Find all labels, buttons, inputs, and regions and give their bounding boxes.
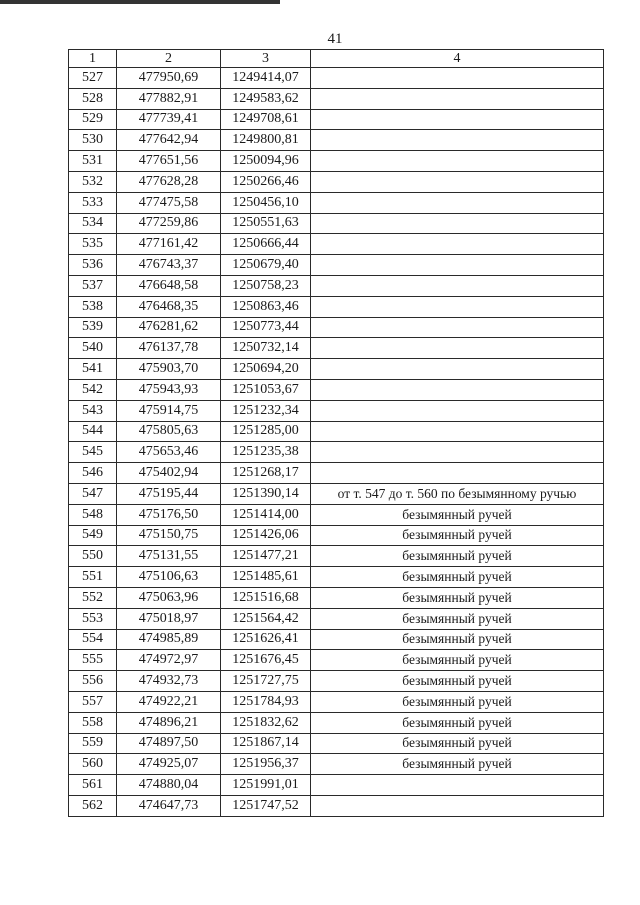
description-cell [311, 213, 604, 234]
table-row [69, 109, 604, 130]
table-row [69, 650, 604, 671]
x-coordinate-cell: 475176,50 [117, 504, 221, 525]
table-header-row [69, 50, 604, 68]
y-coordinate-cell: 1251390,14 [221, 483, 311, 504]
point-number-cell: 558 [69, 712, 117, 733]
table-row [69, 712, 604, 733]
point-number-cell: 547 [69, 483, 117, 504]
x-coordinate-cell: 475018,97 [117, 608, 221, 629]
table-row [69, 629, 604, 650]
x-coordinate-cell: 475914,75 [117, 400, 221, 421]
y-coordinate-cell: 1251727,75 [221, 671, 311, 692]
y-coordinate-cell: 1251832,62 [221, 712, 311, 733]
description-cell: безымянный ручей [311, 587, 604, 608]
x-coordinate-cell: 476743,37 [117, 255, 221, 276]
description-cell: безымянный ручей [311, 608, 604, 629]
table-row [69, 275, 604, 296]
x-coordinate-cell: 474896,21 [117, 712, 221, 733]
y-coordinate-cell: 1251676,45 [221, 650, 311, 671]
x-coordinate-cell: 474897,50 [117, 733, 221, 754]
point-number-cell: 539 [69, 317, 117, 338]
table-row [69, 733, 604, 754]
table-row [69, 130, 604, 151]
table-row [69, 234, 604, 255]
y-coordinate-cell: 1249414,07 [221, 68, 311, 89]
y-coordinate-cell: 1249800,81 [221, 130, 311, 151]
point-number-cell: 557 [69, 691, 117, 712]
x-coordinate-cell: 475150,75 [117, 525, 221, 546]
table-row [69, 567, 604, 588]
table-row [69, 359, 604, 380]
x-coordinate-cell: 477882,91 [117, 88, 221, 109]
point-number-cell: 551 [69, 567, 117, 588]
description-cell: безымянный ручей [311, 525, 604, 546]
point-number-cell: 530 [69, 130, 117, 151]
table-row [69, 296, 604, 317]
x-coordinate-cell: 476281,62 [117, 317, 221, 338]
description-cell: безымянный ручей [311, 733, 604, 754]
x-coordinate-cell: 475106,63 [117, 567, 221, 588]
x-coordinate-cell: 475063,96 [117, 587, 221, 608]
y-coordinate-cell: 1250694,20 [221, 359, 311, 380]
point-number-cell: 559 [69, 733, 117, 754]
point-number-cell: 537 [69, 275, 117, 296]
point-number-cell: 543 [69, 400, 117, 421]
x-coordinate-cell: 474922,21 [117, 691, 221, 712]
y-coordinate-cell: 1251053,67 [221, 379, 311, 400]
x-coordinate-cell: 477628,28 [117, 171, 221, 192]
description-cell [311, 359, 604, 380]
description-cell [311, 275, 604, 296]
y-coordinate-cell: 1250732,14 [221, 338, 311, 359]
point-number-cell: 545 [69, 442, 117, 463]
description-cell: безымянный ручей [311, 546, 604, 567]
table-row [69, 587, 604, 608]
point-number-cell: 541 [69, 359, 117, 380]
y-coordinate-cell: 1251564,42 [221, 608, 311, 629]
description-cell [311, 400, 604, 421]
table-row [69, 68, 604, 89]
table-row [69, 795, 604, 816]
x-coordinate-cell: 476648,58 [117, 275, 221, 296]
point-number-cell: 536 [69, 255, 117, 276]
table-row [69, 546, 604, 567]
x-coordinate-cell: 476468,35 [117, 296, 221, 317]
header-col-2: 2 [117, 50, 221, 68]
x-coordinate-cell: 475943,93 [117, 379, 221, 400]
y-coordinate-cell: 1251991,01 [221, 775, 311, 796]
x-coordinate-cell: 475195,44 [117, 483, 221, 504]
point-number-cell: 540 [69, 338, 117, 359]
point-number-cell: 553 [69, 608, 117, 629]
y-coordinate-cell: 1251268,17 [221, 463, 311, 484]
point-number-cell: 532 [69, 171, 117, 192]
top-rule [0, 0, 280, 4]
x-coordinate-cell: 477642,94 [117, 130, 221, 151]
y-coordinate-cell: 1251516,68 [221, 587, 311, 608]
table-row [69, 317, 604, 338]
y-coordinate-cell: 1251477,21 [221, 546, 311, 567]
point-number-cell: 554 [69, 629, 117, 650]
header-col-1: 1 [69, 50, 117, 68]
point-number-cell: 527 [69, 68, 117, 89]
y-coordinate-cell: 1250094,96 [221, 151, 311, 172]
table-row [69, 691, 604, 712]
description-cell: безымянный ручей [311, 671, 604, 692]
description-cell [311, 130, 604, 151]
description-cell [311, 192, 604, 213]
table-body [69, 68, 604, 817]
point-number-cell: 562 [69, 795, 117, 816]
y-coordinate-cell: 1251235,38 [221, 442, 311, 463]
x-coordinate-cell: 474985,89 [117, 629, 221, 650]
x-coordinate-cell: 477651,56 [117, 151, 221, 172]
y-coordinate-cell: 1250551,63 [221, 213, 311, 234]
table-row [69, 483, 604, 504]
description-cell [311, 795, 604, 816]
x-coordinate-cell: 477739,41 [117, 109, 221, 130]
y-coordinate-cell: 1249708,61 [221, 109, 311, 130]
description-cell [311, 317, 604, 338]
point-number-cell: 544 [69, 421, 117, 442]
x-coordinate-cell: 475805,63 [117, 421, 221, 442]
y-coordinate-cell: 1250666,44 [221, 234, 311, 255]
table-row [69, 255, 604, 276]
y-coordinate-cell: 1251626,41 [221, 629, 311, 650]
x-coordinate-cell: 475903,70 [117, 359, 221, 380]
description-cell [311, 151, 604, 172]
x-coordinate-cell: 477259,86 [117, 213, 221, 234]
table-row [69, 421, 604, 442]
point-number-cell: 529 [69, 109, 117, 130]
y-coordinate-cell: 1251747,52 [221, 795, 311, 816]
x-coordinate-cell: 474925,07 [117, 754, 221, 775]
point-number-cell: 546 [69, 463, 117, 484]
table-row [69, 608, 604, 629]
y-coordinate-cell: 1250679,40 [221, 255, 311, 276]
table-row [69, 671, 604, 692]
y-coordinate-cell: 1250456,10 [221, 192, 311, 213]
y-coordinate-cell: 1251784,93 [221, 691, 311, 712]
table-row [69, 400, 604, 421]
description-cell [311, 109, 604, 130]
y-coordinate-cell: 1250266,46 [221, 171, 311, 192]
point-number-cell: 528 [69, 88, 117, 109]
x-coordinate-cell: 474880,04 [117, 775, 221, 796]
header-col-4: 4 [311, 50, 604, 68]
description-cell [311, 296, 604, 317]
point-number-cell: 550 [69, 546, 117, 567]
description-cell [311, 421, 604, 442]
x-coordinate-cell: 477950,69 [117, 68, 221, 89]
x-coordinate-cell: 477161,42 [117, 234, 221, 255]
table-row [69, 213, 604, 234]
x-coordinate-cell: 474932,73 [117, 671, 221, 692]
table-row [69, 171, 604, 192]
point-number-cell: 533 [69, 192, 117, 213]
point-number-cell: 535 [69, 234, 117, 255]
table-row [69, 88, 604, 109]
x-coordinate-cell: 474972,97 [117, 650, 221, 671]
point-number-cell: 531 [69, 151, 117, 172]
description-cell: безымянный ручей [311, 691, 604, 712]
x-coordinate-cell: 476137,78 [117, 338, 221, 359]
coordinates-table [68, 49, 604, 817]
y-coordinate-cell: 1251956,37 [221, 754, 311, 775]
point-number-cell: 538 [69, 296, 117, 317]
description-cell [311, 234, 604, 255]
point-number-cell: 552 [69, 587, 117, 608]
description-cell: безымянный ручей [311, 629, 604, 650]
description-cell: от т. 547 до т. 560 по безымянному ручью [311, 483, 604, 504]
y-coordinate-cell: 1251485,61 [221, 567, 311, 588]
x-coordinate-cell: 474647,73 [117, 795, 221, 816]
x-coordinate-cell: 475653,46 [117, 442, 221, 463]
description-cell: безымянный ручей [311, 650, 604, 671]
table-row [69, 338, 604, 359]
y-coordinate-cell: 1251414,00 [221, 504, 311, 525]
y-coordinate-cell: 1250758,23 [221, 275, 311, 296]
y-coordinate-cell: 1251232,34 [221, 400, 311, 421]
y-coordinate-cell: 1250863,46 [221, 296, 311, 317]
y-coordinate-cell: 1250773,44 [221, 317, 311, 338]
description-cell [311, 442, 604, 463]
description-cell [311, 88, 604, 109]
description-cell [311, 463, 604, 484]
description-cell [311, 775, 604, 796]
table-row [69, 151, 604, 172]
y-coordinate-cell: 1249583,62 [221, 88, 311, 109]
description-cell [311, 171, 604, 192]
point-number-cell: 561 [69, 775, 117, 796]
table-row [69, 504, 604, 525]
description-cell [311, 379, 604, 400]
point-number-cell: 555 [69, 650, 117, 671]
description-cell [311, 338, 604, 359]
point-number-cell: 560 [69, 754, 117, 775]
page-number: 41 [327, 31, 343, 47]
description-cell [311, 255, 604, 276]
table-row [69, 525, 604, 546]
table-row [69, 754, 604, 775]
table-row [69, 442, 604, 463]
table-row [69, 192, 604, 213]
description-cell [311, 68, 604, 89]
table-row [69, 379, 604, 400]
x-coordinate-cell: 475131,55 [117, 546, 221, 567]
header-col-3: 3 [221, 50, 311, 68]
point-number-cell: 542 [69, 379, 117, 400]
point-number-cell: 556 [69, 671, 117, 692]
point-number-cell: 534 [69, 213, 117, 234]
y-coordinate-cell: 1251285,00 [221, 421, 311, 442]
x-coordinate-cell: 477475,58 [117, 192, 221, 213]
y-coordinate-cell: 1251867,14 [221, 733, 311, 754]
x-coordinate-cell: 475402,94 [117, 463, 221, 484]
point-number-cell: 548 [69, 504, 117, 525]
description-cell: безымянный ручей [311, 712, 604, 733]
point-number-cell: 549 [69, 525, 117, 546]
table-row [69, 775, 604, 796]
description-cell: безымянный ручей [311, 754, 604, 775]
description-cell: безымянный ручей [311, 567, 604, 588]
y-coordinate-cell: 1251426,06 [221, 525, 311, 546]
table-row [69, 463, 604, 484]
description-cell: безымянный ручей [311, 504, 604, 525]
